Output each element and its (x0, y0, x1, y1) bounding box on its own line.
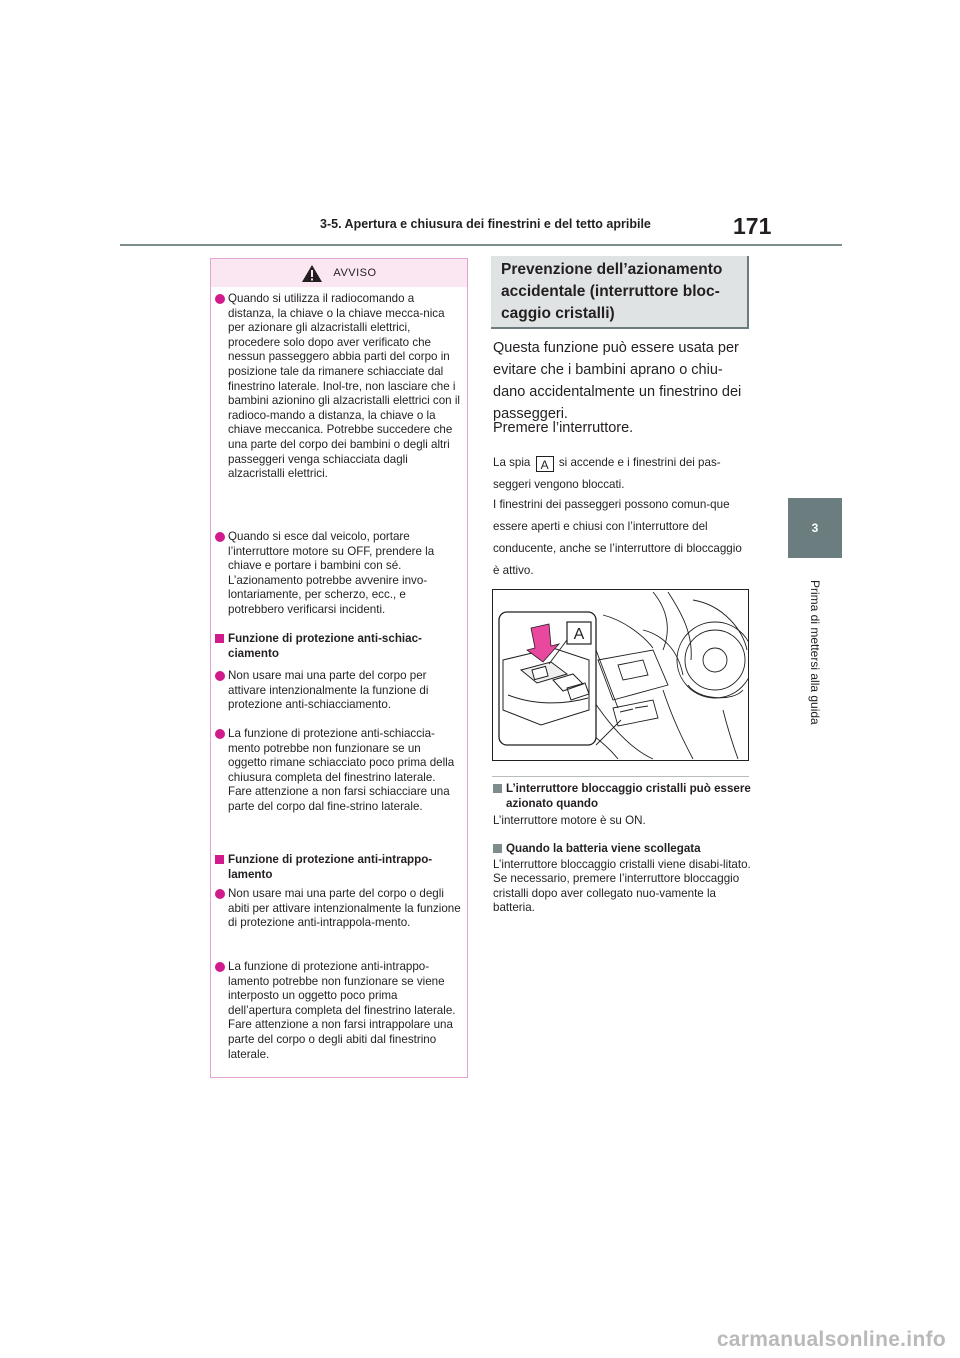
figure-callout-a: A (573, 626, 585, 643)
section-heading-line: accidentale (interruttore bloc- (501, 283, 720, 300)
instruction-paragraph: Premere l’interruttore. (493, 420, 634, 436)
warning-item: La funzione di protezione anti-schiaccia-mento potrebbe non funzionare se un oggetto rimane schiacciato poco prima della chiusura completa del finestrino laterale. Fare attenzione a non farsi schiacciare una parte del corpo dal fine-strino laterale. (214, 727, 462, 815)
warning-triangle-icon (301, 264, 323, 283)
note-item (493, 842, 751, 916)
door-panel-drawing (493, 590, 748, 760)
warning-item: Non usare mai una parte del corpo per attivare intenzionalmente la funzione di protezione anti-schiacciamento. (214, 669, 462, 713)
callout-a-label: A (536, 456, 554, 472)
chapter-tab-number: 3 (788, 498, 842, 558)
warning-item: Non usare mai una parte del corpo o degli abiti per attivare intenzionalmente la funzione di protezione anti-intrappola-mento. (214, 887, 462, 931)
watermark-text: carmanualsonline.info (716, 1328, 946, 1351)
chapter-title: Prima di mettersi alla guida (808, 579, 822, 725)
page-number: 171 (733, 213, 772, 239)
note-body: L’interruttore motore è su ON. (493, 814, 646, 828)
warning-item: Quando si esce dal veicolo, portare l’interruttore motore su OFF, prendere la chiave e portare i bambini con sé. L’azionamento potrebbe avvenire invo-lontariamente, per scherzo, ecc., e potrebbero verificarsi incidenti. (214, 530, 462, 618)
section-heading-line: caggio cristalli) (501, 305, 615, 322)
running-header-title: 3-5. Apertura e chiusura dei finestrini e del tetto apribile (320, 217, 651, 231)
chapter-tab-label (788, 562, 842, 742)
driver-switch-paragraph: I finestrini dei passeggeri possono comun-que essere aperti e chiusi con l’interruttore del conducente, anche se l’interruttore di bloccaggio è attivo. (493, 498, 742, 577)
intro-paragraph: Questa funzione può essere usata per evitare che i bambini aprano o chiu-dano accidentalmente un finestrino dei passeggeri. (493, 340, 742, 422)
notes-divider (492, 776, 749, 777)
note-heading: Quando la batteria viene scollegata (506, 842, 701, 855)
warning-item: Quando si utilizza il radiocomando a distanza, la chiave o la chiave mecca-nica per azionare gli alzacristalli elettrici, procedere solo dopo aver verificato che nessun passeggero abbia parti del corpo in posizione tale da rimanere schiacciate dal finestrino laterale. Inol-tre, non lasciare che i bambini azionino gli alzacristalli elettrici con il radioco-mando a distanza, la chiave o la chiave meccanica. Potrebbe succedere che una parte del corpo dei bambini o degli altri passeggeri venga schiacciata dagli alzacristalli elettrici. (214, 292, 462, 482)
section-heading (491, 256, 749, 329)
section-heading-line: Prevenzione dell’azionamento (501, 261, 723, 278)
warning-subheading: Funzione di protezione anti-intrappo-lamento (214, 853, 462, 882)
warning-header (211, 259, 467, 287)
note-item (493, 782, 751, 829)
header-rule (120, 244, 842, 246)
warning-title: AVVISO (333, 267, 377, 279)
warning-subheading: Funzione di protezione anti-schiac-ciamento (214, 632, 462, 661)
indicator-paragraph: La spia A si accende e i finestrini dei pas-seggeri vengono bloccati. (493, 456, 721, 491)
window-lock-switch-illustration (492, 589, 749, 761)
watermark-strip (0, 1318, 960, 1358)
warning-item: La funzione di protezione anti-intrappo-lamento potrebbe non funzionare se viene interposto un oggetto poco prima dell’apertura completa del finestrino laterale. Fare attenzione a non farsi intrappolare una parte del corpo o degli abiti dal finestrino laterale. (214, 960, 462, 1062)
note-body: L’interruttore bloccaggio cristalli viene disabi-litato. Se necessario, premere l’interruttore bloccaggio cristalli dopo aver collegato nuo-vamente la batteria. (493, 857, 751, 915)
note-heading: L’interruttore bloccaggio cristalli può essere azionato quando (506, 782, 751, 810)
